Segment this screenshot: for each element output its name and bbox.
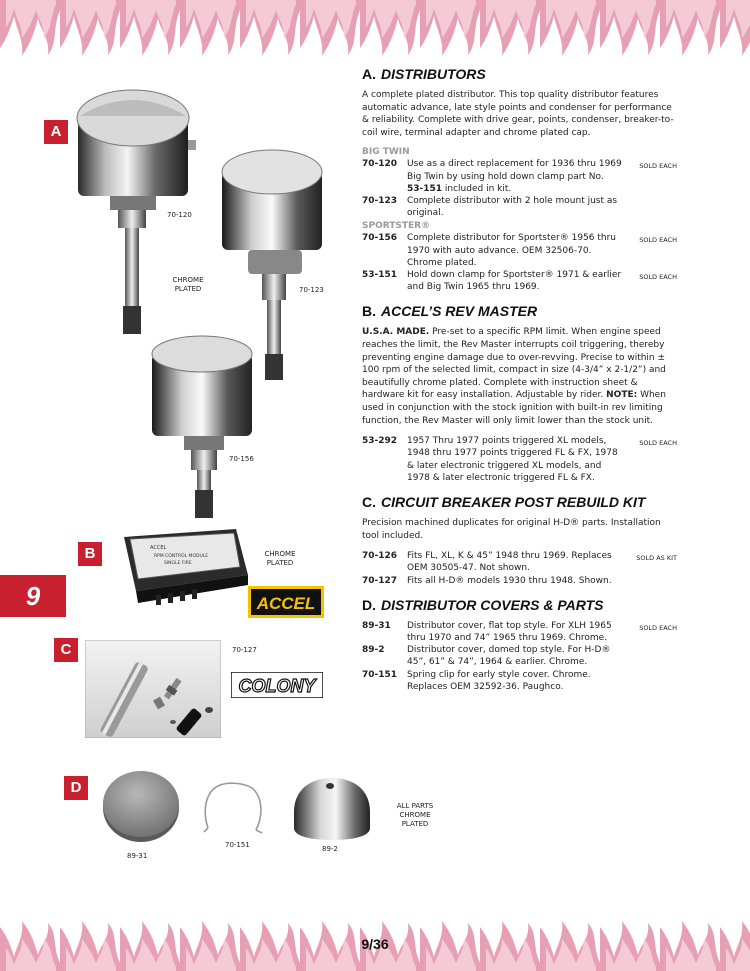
label-70-156: 70-156 [229, 455, 254, 463]
part-row: 89-2 Distributor cover, domed top style. For H-D® 45”, 61” & 74”, 1964 & earlier. Chrome. [362, 645, 611, 668]
big-twin-heading: BIG TWIN [362, 147, 410, 158]
distributor-70-156-image [148, 330, 258, 520]
section-b-description: U.S.A. MADE. Pre-set to a specific RPM limit. When engine speed reaches the limit, the Rev Master interrupts coil triggering, thereby preventing engine damage due to over-revving. Precise to within ± 100 rpm of the selected limit, compact in size (4-3/4” x 2-1/2”) and beautifully chrome plated. Complete with instruction sheet & hardware kit for easy installation. Adjustable by rider. NOTE: When used in conjunction with the stock ignition with built-in rev limiting function, the Rev Master will only limit lower than the stock unit. [362, 327, 666, 426]
label-70-120: 70-120 [167, 211, 192, 219]
part-row: 70-120 Use as a direct replacement for 1936 thru 1969 Big Twin by using hold down clamp part No. 53-151 included in kit. SOLD EACH [362, 159, 677, 194]
module-brand-text: ACCEL [150, 545, 167, 551]
colony-logo [231, 672, 323, 698]
colony-logo-text: COLONY [238, 676, 316, 696]
caption-d-all-parts: ALL PARTS CHROME PLATED [396, 802, 434, 828]
section-c-title: C. CIRCUIT BREAKER POST REBUILD KIT [362, 493, 646, 510]
section-c-marker: C [54, 638, 78, 662]
label-70-151: 70-151 [225, 841, 250, 849]
label-89-2: 89-2 [322, 845, 338, 853]
caption-b-chrome-plated: CHROME PLATED [264, 550, 296, 567]
circuit-breaker-kit-image [85, 640, 221, 738]
flat-top-cover-89-31-image [100, 768, 182, 850]
part-row: 70-127 Fits all H-D® models 1930 thru 1948. Shown. [362, 575, 612, 586]
spring-clip-70-151-image [198, 780, 268, 836]
rev-master-module-image [116, 527, 252, 609]
accel-logo-text: ACCEL [256, 594, 316, 613]
section-b-marker: B [78, 542, 102, 566]
module-line2-text: SINGLE FIRE [164, 561, 192, 566]
accel-logo [248, 586, 324, 618]
section-a-description: A complete plated distributor. This top quality distributor features automatic advance, late style points and condenser for performance & reliability. Complete with drive gear, points, condenser, breaker-to-coil wire, terminal adapter and chrome plated cap. [362, 90, 674, 138]
caption-a-chrome-plated: CHROME PLATED [172, 276, 204, 293]
text-column [362, 66, 677, 693]
part-row: 70-156 Complete distributor for Sportster® 1956 thru 1970 with auto advance. OEM 32506-70. Chrome plated. SOLD EACH [362, 233, 677, 268]
part-row: 89-31 Distributor cover, flat top style. For XLH 1965 thru 1970 and 74” 1965 thru 1969. Chrome. SOLD EACH [362, 620, 677, 643]
part-row: 70-123 Complete distributor with 2 hole mount just as original. [362, 195, 618, 219]
distributor-70-120-image [70, 78, 210, 338]
part-row: 53-151 Hold down clamp for Sportster® 1971 & earlier and Big Twin 1965 thru 1969. SOLD EACH [362, 270, 677, 293]
section-d-title: D. DISTRIBUTOR COVERS & PARTS [362, 596, 604, 613]
section-b-title: B. ACCEL’S REV MASTER [362, 303, 538, 320]
module-line1-text: RPM CONTROL MODULE [154, 554, 209, 559]
section-a-title: A. DISTRIBUTORS [362, 66, 486, 82]
label-89-31: 89-31 [127, 852, 148, 860]
label-70-123: 70-123 [299, 286, 324, 294]
label-70-127: 70-127 [232, 646, 257, 654]
part-row: 70-126 Fits FL, XL, K & 45” 1948 thru 1969. Replaces OEM 30505-47. Not shown. SOLD AS KIT [362, 551, 677, 574]
sportster-heading: SPORTSTER® [362, 221, 431, 232]
section-c-description: Precision machined duplicates for original H-D® parts. Installation tool included. [362, 517, 661, 541]
part-row: 53-292 1957 Thru 1977 points triggered XL models, 1948 thru 1977 points triggered FL & FX, 1978 & later electronic triggered XL models, and 1978 & later electronic triggered FL & FX. SOLD EACH [362, 436, 677, 483]
top-flame-border [0, 0, 750, 60]
page-number: 9/36 [361, 936, 389, 952]
section-d-marker: D [64, 776, 88, 800]
chapter-tab: 9 [0, 575, 66, 617]
domed-cover-89-2-image [290, 772, 374, 844]
section-a-marker: A [44, 120, 68, 144]
part-row: 70-151 Spring clip for early style cover. Chrome. Replaces OEM 32592-36. Paughco. [362, 669, 591, 692]
